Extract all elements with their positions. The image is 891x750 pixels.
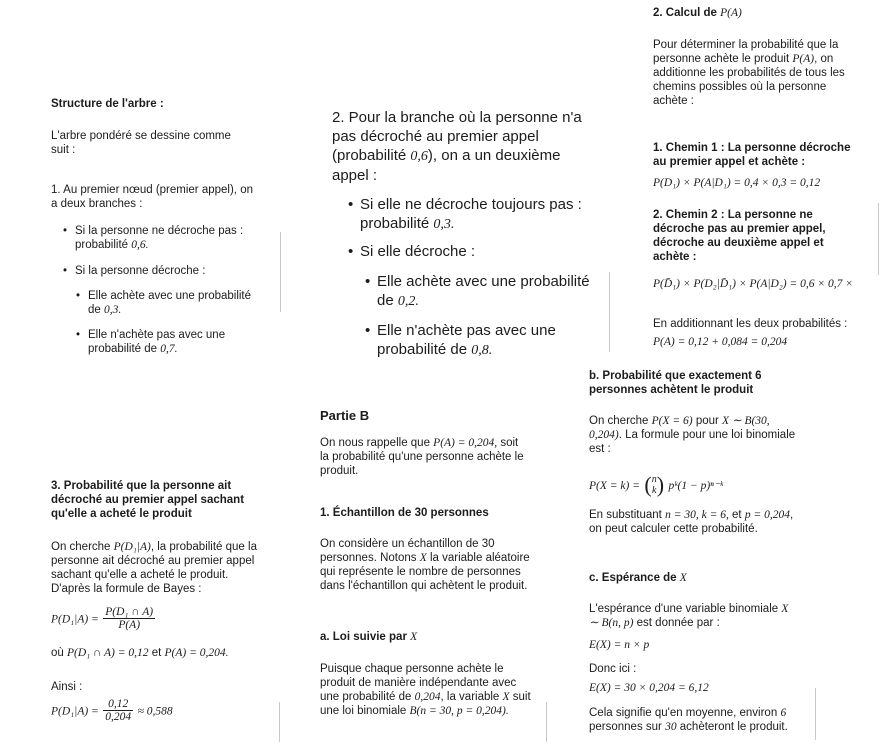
calcul-pa-title: 2. Calcul de P(A) xyxy=(653,7,742,19)
section-b-title: b. Probabilité que exactement 6 personnes achètent le produit xyxy=(589,370,762,396)
esperance-paragraph: L'espérance d'une variable binomiale X ∼ B(n, p) est donnée par : xyxy=(589,603,789,629)
echantillon-paragraph: On considère un échantillon de 30 personnes. Notons X la variable aléatoire qui représente le nombre de personnes dans l'échantillon qui achètent le produit. xyxy=(320,538,530,592)
bayes-denominator: P(A) xyxy=(118,619,141,631)
bayes-result: P(D₁|A) = $\frac{0,12}{0,204}$ ≈ 0,588 xyxy=(51,698,173,723)
divider-line xyxy=(815,688,816,740)
divider-line xyxy=(280,232,281,312)
chemin-2-title: 2. Chemin 2 : La personne ne décroche pas au premier appel, décroche au deuxième appel et achète : xyxy=(653,209,826,263)
esperance-formula: E(X) = n × p xyxy=(589,639,650,651)
tree-item-1b: • Si la personne décroche : xyxy=(75,264,205,278)
esperance-calc: E(X) = 30 × 0,204 = 6,12 xyxy=(589,682,709,694)
substitution-paragraph: En substituant n = 30, k = 6, et p = 0,204, on peut calculer cette probabilité. xyxy=(589,509,794,535)
branch-2b: • Si elle décroche : xyxy=(360,242,475,261)
divider-line xyxy=(878,203,879,275)
tree-item-1b2: • Elle n'achète pas avec une probabilité de 0,7. xyxy=(88,328,263,356)
section-b-paragraph: On cherche P(X = 6) pour X ∼ B(30, 0,204). La formule pour une loi binomiale est : xyxy=(589,415,796,455)
tree-intro: L'arbre pondéré se dessine comme suit : xyxy=(51,130,231,156)
tree-item-1: 1. Au premier nœud (premier appel), on a deux branches : xyxy=(51,184,253,210)
chemin-1-formula: P(D₁) × P(A|D₁) = 0,4 × 0,3 = 0,12 xyxy=(653,177,821,189)
sum-text: En additionnant les deux probabilités : xyxy=(653,318,848,330)
divider-line xyxy=(609,272,610,352)
donc-label: Donc ici : xyxy=(589,663,637,675)
tree-item-1b1: • Elle achète avec une probabilité de 0,3. xyxy=(88,289,263,317)
section-c-title: c. Espérance de X xyxy=(589,572,687,584)
binom-n: n xyxy=(651,474,657,485)
tree-structure-title: Structure de l'arbre : xyxy=(51,98,164,110)
section-3-paragraph: On cherche P(D₁|A), la probabilité que la personne ait décroché au premier appel sachant qu'elle a acheté le produit. D'après la formule de Bayes : xyxy=(51,541,257,595)
chemin-1-title: 1. Chemin 1 : La personne décroche au premier appel et achète : xyxy=(653,142,851,168)
bayes-formula: P(D₁|A) = $\frac{\text{P(D₁ ∩ A)}}{P(A)}$ xyxy=(51,606,154,631)
echantillon-title: 1. Échantillon de 30 personnes xyxy=(320,507,489,519)
sum-formula: P(A) = 0,12 + 0,084 = 0,204 xyxy=(653,336,788,348)
result-denominator: 0,204 xyxy=(105,711,132,723)
divider-line xyxy=(546,702,547,742)
bayes-where: où P(D₁ ∩ A) = 0,12 et P(A) = 0,204. xyxy=(51,647,229,659)
branch-2-intro: 2. Pour la branche où la personne n'a pas décroché au premier appel (probabilité 0,6), on a un deuxième appel : xyxy=(332,109,582,184)
result-numerator: 0,12 xyxy=(103,698,133,711)
branch-2a: • Si elle ne décroche toujours pas : probabilité 0,3. xyxy=(360,195,590,234)
branch-2b1: • Elle achète avec une probabilité de 0,2. xyxy=(377,272,592,311)
branch-2b2: • Elle n'achète pas avec une probabilité de 0,8. xyxy=(377,321,592,360)
binomial-formula: P(X = k) = ( n k ) pᵏ(1 − p)ⁿ⁻ᵏ xyxy=(589,472,724,497)
calcul-pa-paragraph: Pour déterminer la probabilité que la personne achète le produit P(A), on additionne les probabilités de tous les chemins possibles où la personne achète : xyxy=(653,39,845,107)
binom-k: k xyxy=(652,485,657,496)
mean-paragraph: Cela signifie qu'en moyenne, environ 6 personnes sur 30 achèteront le produit. xyxy=(589,707,788,733)
partie-b-paragraph: On nous rappelle que P(A) = 0,204, soit la probabilité qu'une personne achète le produit. xyxy=(320,437,524,477)
divider-line xyxy=(279,702,280,742)
section-3-title: 3. Probabilité que la personne ait décroché au premier appel sachant qu'elle a acheté le produit xyxy=(51,480,245,520)
partie-b-title: Partie B xyxy=(320,408,370,423)
loi-title: a. Loi suivie par X xyxy=(320,631,418,643)
chemin-2-formula: P(D̄₁) × P(D₂|D̄₁) × P(A|D₂) = 0,6 × 0,7 × xyxy=(653,278,854,290)
bayes-numerator: P(D₁ ∩ A) xyxy=(105,606,154,618)
loi-paragraph: Puisque chaque personne achète le produit de manière indépendante avec une probabilité de 0,204, la variable X suit une loi binomiale B(n = 30, p = 0,204). xyxy=(320,663,531,717)
ainsi-label: Ainsi : xyxy=(51,681,83,693)
tree-item-1a: • Si la personne ne décroche pas : probabilité 0,6. xyxy=(75,224,260,252)
